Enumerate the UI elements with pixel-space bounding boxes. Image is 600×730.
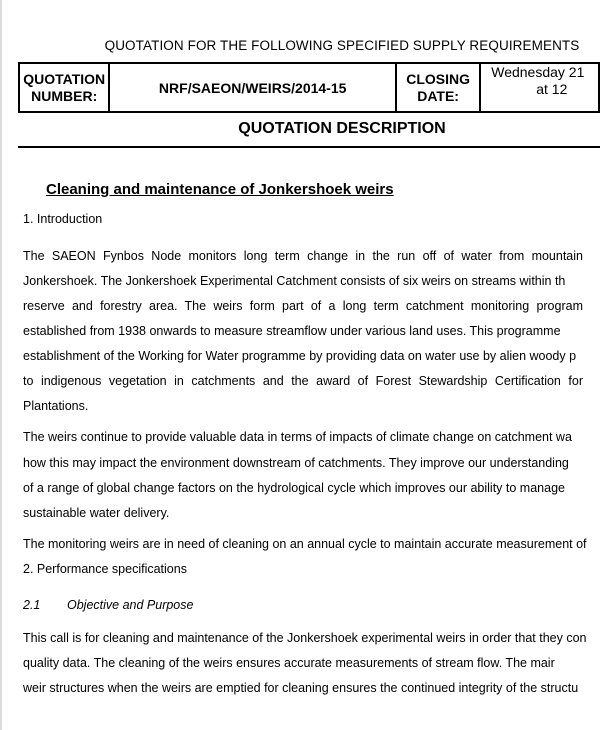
closing-date-value: Wednesday 21 at 12 <box>480 63 599 112</box>
quotation-table <box>18 62 600 113</box>
section-heading: Cleaning and maintenance of Jonkershoek weirs <box>46 181 394 198</box>
para2-line: The weirs continue to provide valuable data in terms of impacts of climate change on catchment wa <box>23 430 572 444</box>
para4-line: weir structures when the weirs are emptied for cleaning ensures the continued integrity of the structu <box>23 681 579 695</box>
para1-line: reserve and forestry area. The weirs form part of a long term catchment monitoring program <box>23 299 583 313</box>
list-item-introduction: 1. Introduction <box>23 212 103 226</box>
para4-line: This call is for cleaning and maintenance of the Jonkershoek experimental weirs in order that they con <box>23 631 587 645</box>
para1-line: to indigenous vegetation in catchments and the award of Forest Stewardship Certification for <box>23 374 583 388</box>
quotation-number-label: QUOTATION NUMBER: <box>19 63 109 112</box>
para4-line: quality data. The cleaning of the weirs ensures accurate measurements of stream flow. The mair <box>23 656 555 670</box>
para2-line: how this may impact the environment downstream of catchments. They improve our understanding <box>23 456 569 470</box>
subsection-title: Objective and Purpose <box>67 598 194 612</box>
para1-line: Jonkershoek. The Jonkershoek Experimental Catchment consists of six weirs on streams within th <box>23 274 566 288</box>
closing-date-label: CLOSING DATE: <box>396 63 480 112</box>
description-title: QUOTATION DESCRIPTION <box>238 120 446 137</box>
para1-line: establishment of the Working for Water programme by providing data on water use by alien woody p <box>23 349 577 363</box>
para1-line: The SAEON Fynbos Node monitors long term change in the run off of water from mountain <box>23 249 583 263</box>
list-item-performance: 2. Performance specifications <box>23 562 187 576</box>
document-header: QUOTATION FOR THE FOLLOWING SPECIFIED SUPPLY REQUIREMENTS <box>104 38 580 53</box>
para1-line: established from 1938 onwards to measure streamflow under various land uses. This programme <box>23 324 561 338</box>
para2-line: of a range of global change factors on the hydrological cycle which improves our ability to manage <box>23 481 565 495</box>
para1-line: Plantations. <box>23 399 89 413</box>
para2-line: sustainable water delivery. <box>23 506 170 520</box>
quotation-number-value: NRF/SAEON/WEIRS/2014-15 <box>109 63 396 112</box>
para3-line: The monitoring weirs are in need of cleaning on an annual cycle to maintain accurate measurement of <box>23 537 587 551</box>
subsection-number: 2.1 <box>23 598 41 612</box>
page-edge <box>0 0 2 730</box>
